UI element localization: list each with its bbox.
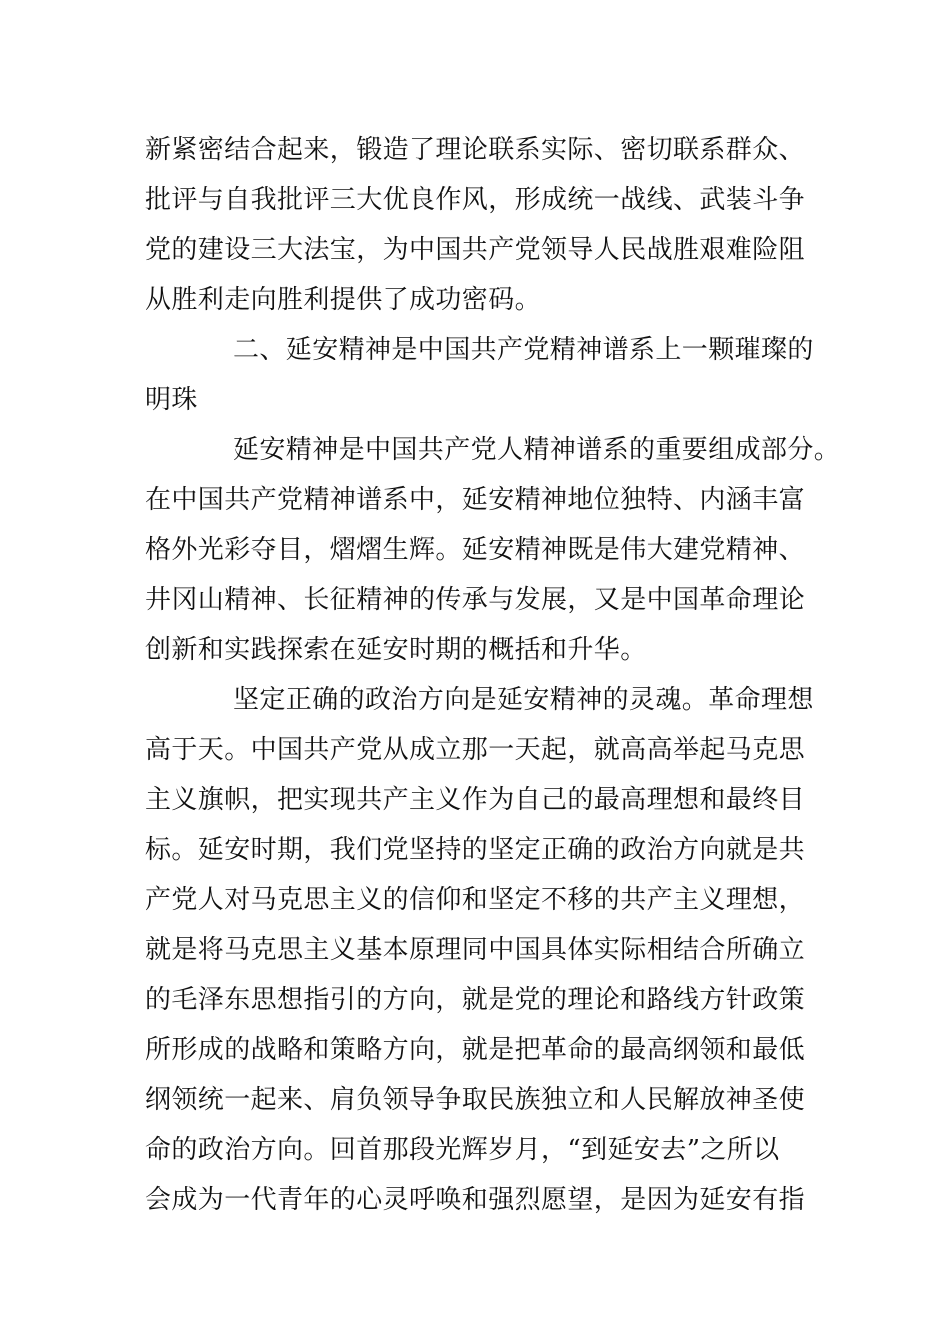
body-text-line: 创新和实践探索在延安时期的概括和升华。 — [145, 635, 647, 665]
body-text-line: 就是将马克思主义基本原理同中国具体实际相结合所确立 — [145, 935, 806, 965]
body-text-line: 延安精神是中国共产党人精神谱系的重要组成部分。 — [233, 435, 841, 465]
body-text-line: 新紧密结合起来，锻造了理论联系实际、密切联系群众、 — [145, 135, 806, 165]
section-heading-line: 明珠 — [145, 385, 198, 415]
body-text-line: 井冈山精神、长征精神的传承与发展，又是中国革命理论 — [145, 585, 806, 615]
body-text-line: 在中国共产党精神谱系中，延安精神地位独特、内涵丰富 — [145, 485, 806, 515]
body-text-line: 党的建设三大法宝，为中国共产党领导人民战胜艰难险阻 — [145, 235, 806, 265]
body-text-line: 的毛泽东思想指引的方向，就是党的理论和路线方针政策 — [145, 985, 806, 1015]
section-heading-line: 二、延安精神是中国共产党精神谱系上一颗璀璨的 — [233, 335, 814, 365]
body-text-line: 所形成的战略和策略方向，就是把革命的最高纲领和最低 — [145, 1035, 806, 1065]
body-text-line: 命的政治方向。回首那段光辉岁月，“到延安去”之所以 — [145, 1135, 780, 1165]
body-text-line: 从胜利走向胜利提供了成功密码。 — [145, 285, 542, 315]
body-text-line: 会成为一代青年的心灵呼唤和强烈愿望，是因为延安有指 — [145, 1185, 806, 1215]
body-text-line: 产党人对马克思主义的信仰和坚定不移的共产主义理想， — [145, 885, 806, 915]
body-text-line: 纲领统一起来、肩负领导争取民族独立和人民解放神圣使 — [145, 1085, 806, 1115]
body-text-line: 格外光彩夺目，熠熠生辉。延安精神既是伟大建党精神、 — [145, 535, 806, 565]
body-text-line: 坚定正确的政治方向是延安精神的灵魂。革命理想 — [233, 685, 814, 715]
body-text-line: 标。延安时期，我们党坚持的坚定正确的政治方向就是共 — [145, 835, 806, 865]
body-text-line: 高于天。中国共产党从成立那一天起，就高高举起马克思 — [145, 735, 806, 765]
body-text-line: 批评与自我批评三大优良作风，形成统一战线、武装斗争 — [145, 185, 806, 215]
body-text-line: 主义旗帜，把实现共产主义作为自己的最高理想和最终目 — [145, 785, 806, 815]
